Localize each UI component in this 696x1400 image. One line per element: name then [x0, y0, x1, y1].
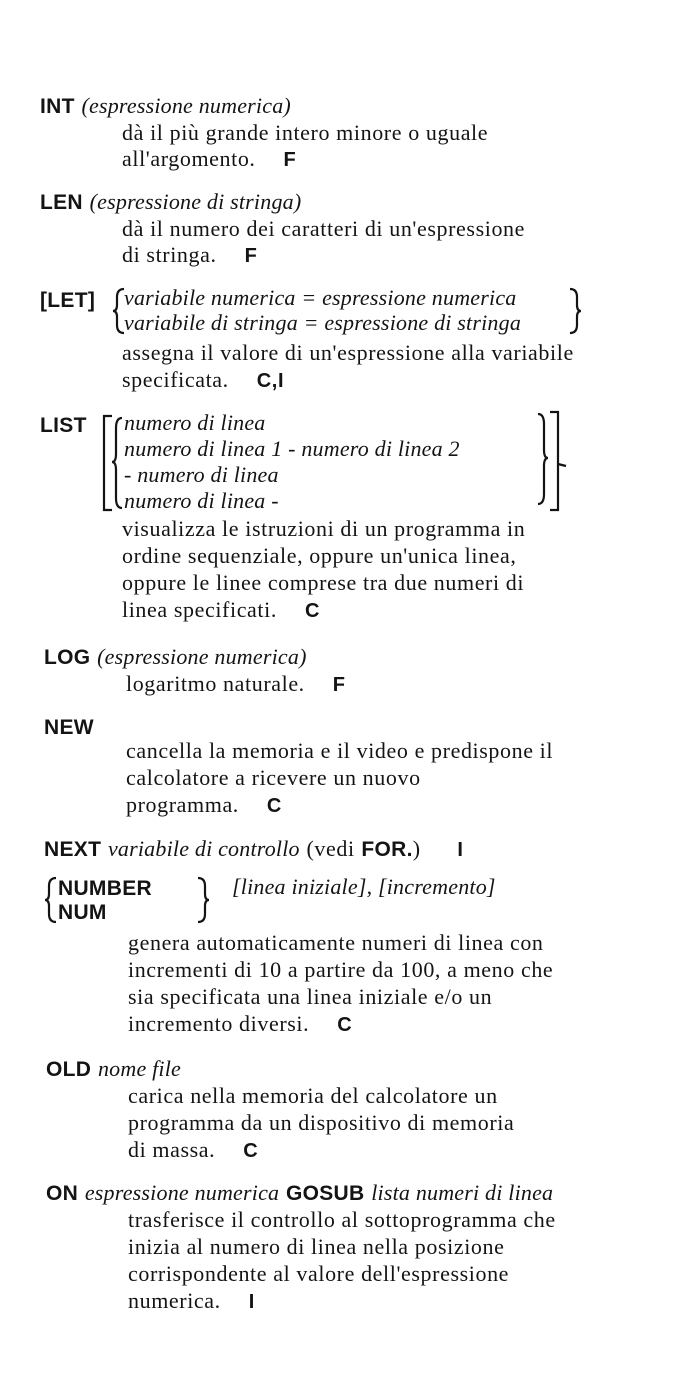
syntax-int: (espressione numerica) [81, 93, 291, 118]
desc-number-2: incrementi di 10 a partire da 100, a meno che [128, 957, 554, 982]
desc-let-2-text: specificata. [122, 367, 229, 392]
desc-len-2-text: di stringa. [122, 242, 217, 267]
brace-number-right [196, 876, 210, 924]
syntax-old: nome file [97, 1056, 182, 1081]
desc-let-2 [122, 367, 284, 394]
keyword-next: NEXT [44, 838, 102, 861]
entry-on-header [46, 1180, 553, 1207]
bracket-list-right [534, 410, 568, 514]
see-close: ) [412, 836, 421, 861]
desc-number-4-text: incremento diversi. [128, 1011, 310, 1036]
entry-new-header [44, 714, 94, 741]
desc-log-1 [126, 671, 346, 698]
syntax-log: (espressione numerica) [97, 644, 307, 669]
syntax-number: [linea iniziale], [incremento] [232, 874, 496, 899]
desc-on-4 [128, 1288, 255, 1315]
type-tag-number: C [337, 1014, 353, 1036]
desc-new-3 [126, 792, 282, 819]
entry-old-header [46, 1056, 181, 1083]
desc-on-1: trasferisce il controllo al sottoprogramma che [128, 1207, 556, 1232]
type-tag-next: I [457, 839, 464, 861]
brace-number-left [44, 876, 58, 924]
type-tag-list: C [304, 600, 320, 622]
keyword-int: INT [40, 95, 75, 118]
type-tag-int: F [283, 149, 297, 171]
entry-len-header [40, 189, 301, 216]
entry-int-header [40, 93, 291, 120]
desc-let-1: assegna il valore di un'espressione alla variabile [122, 340, 574, 365]
see-open: (vedi [306, 836, 355, 861]
desc-int-1: dà il più grande intero minore o uguale [122, 120, 489, 145]
desc-int-2 [122, 146, 296, 173]
desc-old-3-text: di massa. [128, 1137, 216, 1162]
syntax-len: (espressione di stringa) [89, 189, 302, 214]
keyword-old: OLD [46, 1058, 92, 1081]
type-tag-old: C [243, 1140, 259, 1162]
keyword-log: LOG [44, 646, 91, 669]
desc-number-1: genera automaticamente numeri di linea con [128, 930, 544, 955]
desc-list-2: ordine sequenziale, oppure un'unica linea, [122, 543, 517, 568]
keyword-new: NEW [44, 716, 94, 739]
keyword-on: ON [46, 1182, 79, 1205]
keyword-len: LEN [40, 191, 83, 214]
list-option-1: numero di linea [124, 410, 266, 435]
syntax-on-1: espressione numerica [84, 1180, 280, 1205]
desc-old-1: carica nella memoria del calcolatore un [128, 1083, 498, 1108]
type-tag-on: I [248, 1291, 255, 1313]
desc-log-1-text: logaritmo naturale. [126, 671, 305, 696]
let-option-2: variabile di stringa = espressione di stringa [124, 310, 522, 335]
desc-new-1: cancella la memoria e il video e predispone il [126, 738, 554, 763]
desc-len-2 [122, 242, 257, 269]
let-option-1: variabile numerica = espressione numerica [124, 285, 517, 310]
desc-old-3 [128, 1137, 258, 1164]
bracket-list-left [100, 414, 126, 514]
list-option-3: - numero di linea [124, 462, 279, 487]
desc-list-4-text: linea specificati. [122, 597, 277, 622]
desc-list-1: visualizza le istruzioni di un programma in [122, 516, 526, 541]
type-tag-len: F [244, 245, 258, 267]
keyword-list: LIST [40, 414, 87, 437]
type-tag-let: C,I [256, 370, 285, 392]
desc-number-4 [128, 1011, 352, 1038]
see-keyword-for: FOR. [361, 838, 413, 861]
list-option-4: numero di linea - [124, 488, 279, 513]
desc-on-2: inizia al numero di linea nella posizione [128, 1234, 505, 1259]
desc-len-1: dà il numero dei caratteri di un'espressione [122, 216, 526, 241]
entry-let-header [40, 287, 95, 314]
desc-new-2: calcolatore a ricevere un nuovo [126, 765, 421, 790]
desc-on-4-text: numerica. [128, 1288, 221, 1313]
syntax-next: variabile di controllo [107, 836, 300, 861]
desc-new-3-text: programma. [126, 792, 239, 817]
entry-next-header [44, 836, 463, 863]
desc-number-3: sia specificata una linea iniziale e/o un [128, 984, 493, 1009]
brace-let-right [568, 287, 582, 335]
type-tag-log: F [332, 674, 346, 696]
desc-list-3: oppure le linee comprese tra due numeri di [122, 570, 525, 595]
list-option-2: numero di linea 1 - numero di linea 2 [124, 436, 460, 461]
syntax-on-2: lista numeri di linea [371, 1180, 554, 1205]
type-tag-new: C [266, 795, 282, 817]
keyword-gosub: GOSUB [285, 1182, 365, 1205]
keyword-num: NUM [58, 901, 107, 924]
desc-on-3: corrispondente al valore dell'espressione [128, 1261, 510, 1286]
keyword-let: [LET] [40, 289, 96, 312]
keyword-number: NUMBER [58, 877, 152, 900]
desc-old-2: programma da un dispositivo di memoria [128, 1110, 515, 1135]
desc-list-4 [122, 597, 320, 624]
entry-list-header [40, 412, 87, 439]
entry-log-header [44, 644, 307, 671]
desc-int-2-text: all'argomento. [122, 146, 256, 171]
